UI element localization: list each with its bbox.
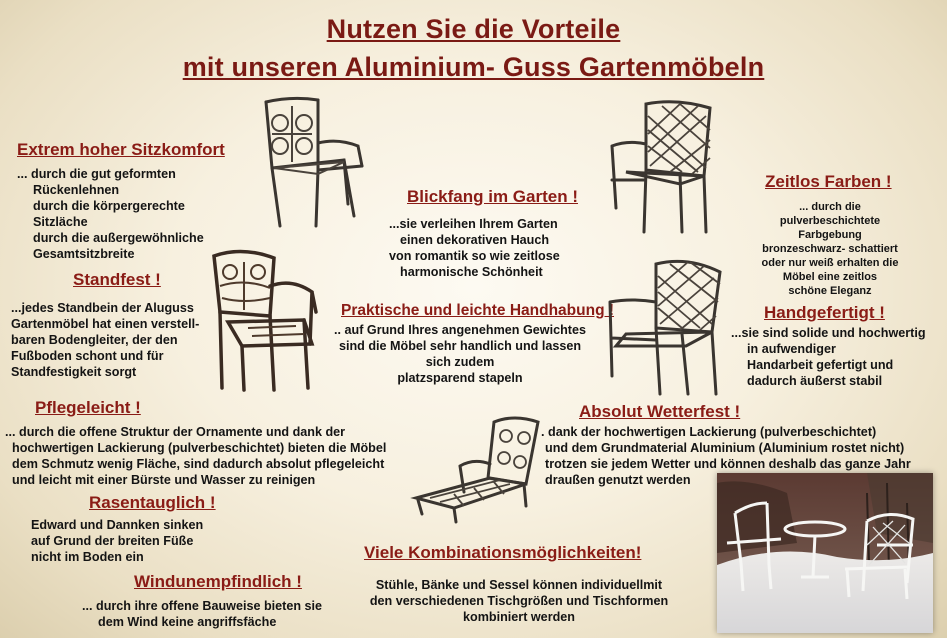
text-kombination [355,577,683,625]
text-line: Fußboden schont und für [11,349,164,363]
heading-windunempfindlich: Windunempfindlich ! [134,572,302,591]
heading-kombination: Viele Kombinationsmöglichkeiten! [364,543,642,562]
text-line: Handarbeit gefertigt und [747,358,894,372]
text-line: Farbgebung [798,229,862,241]
heading-blickfang: Blickfang im Garten ! [407,187,578,206]
text-line: ... durch die [799,201,861,213]
snow-furniture-photo [717,473,933,633]
text-line: Gartenmöbel hat einen verstell- [11,317,200,331]
text-line: Rückenlehnen [33,183,120,197]
text-line: schöne Eleganz [788,285,872,297]
text-line: .. auf Grund Ihres angenehmen Gewichtes [334,323,586,337]
text-line: bronzeschwarz- schattiert [762,243,898,255]
heading-standfest: Standfest ! [73,270,161,289]
text-line: sich zudem [425,355,495,369]
text-line: platzsparend stapeln [397,371,523,385]
text-line: . dank der hochwertigen Lackierung (pulverbeschichtet) [541,425,877,439]
heading-rasentauglich: Rasentauglich ! [89,493,216,512]
text-line: von romantik so wie zeitlose [389,249,560,263]
text-line: dem Schmutz wenig Fläche, sind dadurch absolut pflegeleicht [12,457,385,471]
sun-lounger-image [410,414,548,526]
text-line: Möbel eine zeitlos [782,271,878,283]
text-windunempfindlich [82,598,322,630]
text-line: dem Wind keine angriffsfäche [98,615,277,629]
text-sitzkomfort [17,166,204,262]
page-title-line-2: mit unseren Aluminium- Guss Gartenmöbeln [182,52,765,82]
text-line: draußen genutzt werden [545,473,691,487]
text-line: ... durch ihre offene Bauweise bieten sie [82,599,323,613]
heading-pflegeleicht: Pflegeleicht ! [35,398,141,417]
text-line: durch die außergewöhnliche [33,231,204,245]
text-line: kombiniert werden [463,610,575,624]
text-line: Gesamtsitzbreite [33,247,135,261]
ornate-armchair-image [208,248,320,394]
text-line: sind die Möbel sehr handlich und lassen [338,339,582,353]
text-line: hochwertigen Lackierung (pulverbeschichtet) bieten die Möbel [12,441,387,455]
snow-scene-image [717,473,933,633]
text-line: Standfestigkeit sorgt [11,365,137,379]
ornate-garden-chair-image [258,98,370,230]
text-line: auf Grund der breiten Füße [31,534,194,548]
text-line: in aufwendiger [747,342,836,356]
text-line: einen dekorativen Hauch [400,233,550,247]
text-line: oder nur weiß erhalten die [761,257,899,269]
lattice-armchair-image [604,258,726,400]
text-line: nicht im Boden ein [31,550,144,564]
heading-farben: Zeitlos Farben ! [765,172,892,191]
text-farben [735,200,925,297]
text-handgefertigt [731,325,926,389]
page-title-line-1: Nutzen Sie die Vorteile [326,14,621,44]
text-standfest [11,300,199,380]
text-line: durch die körpergerechte [33,199,185,213]
text-line: dadurch äußerst stabil [747,374,883,388]
heading-sitzkomfort: Extrem hoher Sitzkomfort [17,140,225,159]
text-line: baren Bodengleiter, der den [11,333,178,347]
text-line: und dem Grundmaterial Aluminium (Aluminium rostet nicht) [545,441,905,455]
heading-wetterfest: Absolut Wetterfest ! [579,402,741,421]
heading-handhabung: Praktische und leichte Handhabung ! [341,302,615,319]
text-pflegeleicht [5,424,386,488]
text-blickfang [389,216,560,280]
text-line: ... durch die gut geformten [17,167,176,181]
text-line: Stühle, Bänke und Sessel können individuellmit [375,578,663,592]
text-line: ... durch die offene Struktur der Ornamente und dank der [5,425,346,439]
heading-handgefertigt: Handgefertigt ! [764,303,885,322]
text-line: ...jedes Standbein der Aluguss [11,301,194,315]
text-line: trotzen sie jedem Wetter und können deshalb das ganze Jahr [545,457,911,471]
text-line: den verschiedenen Tischgrößen und Tischformen [369,594,669,608]
text-line: Sitzläche [33,215,88,229]
text-line: pulverbeschichtete [779,215,881,227]
text-line: ...sie sind solide und hochwertig [731,326,926,340]
lattice-garden-chair-image [606,100,720,236]
text-line: und leicht mit einer Bürste und Wasser zu reinigen [12,473,316,487]
text-handhabung [310,322,610,386]
text-line: Edward und Dannken sinken [31,518,204,532]
text-rasentauglich [31,517,203,565]
text-line: ...sie verleihen Ihrem Garten [389,217,558,231]
text-line: harmonische Schönheit [400,265,543,279]
